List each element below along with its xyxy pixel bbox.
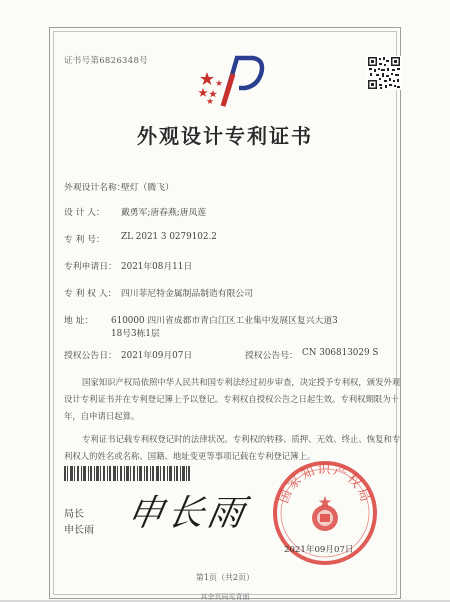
application-date-value: 2021年08月11日 bbox=[121, 262, 193, 272]
grant-date-label: 授权公告日： bbox=[64, 351, 117, 361]
designer-label: 设 计 人： bbox=[64, 208, 105, 218]
paragraph-1-line-2: 设计专利证书并在专利登记簿上予以登记。专利权自授权公告之日起生效。专利权期限为十 bbox=[64, 394, 399, 404]
address-value: 610000 四川省成都市青白江区工业集中发展区复兴大道3 bbox=[111, 316, 338, 326]
patentee-label: 专 利 权 人： bbox=[64, 289, 117, 299]
signer-role: 局长 bbox=[64, 509, 84, 520]
paragraph-1-line-3: 年，自申请日起算。 bbox=[64, 411, 140, 421]
patent-number-label: 专 利 号： bbox=[64, 235, 105, 245]
application-date-label: 专利申请日： bbox=[64, 262, 117, 272]
patent-number-value: ZL 2021 3 0279102.2 bbox=[121, 232, 217, 242]
handwritten-signature: 申长雨 bbox=[123, 493, 252, 534]
design-name-value: 壁灯（腾飞） bbox=[121, 183, 174, 193]
publication-number-value: CN 306813029 S bbox=[302, 348, 379, 358]
designer-value: 戴勇军;唐春燕;唐凤莲 bbox=[121, 208, 207, 218]
barcode-icon bbox=[64, 466, 190, 481]
svg-text:国家知识产权局: 国家知识产权局 bbox=[276, 462, 374, 506]
design-name-label: 外观设计名称： bbox=[64, 183, 126, 193]
page-footer: 第1页（共2页） bbox=[195, 573, 255, 582]
address-label: 地 址： bbox=[64, 316, 94, 326]
paragraph-2-line-2: 利权人的姓名或名称、国籍、地址变更等事项记载在专利登记簿上。 bbox=[64, 451, 316, 461]
paragraph-2-line-1: 专利证书记载专利权登记时的法律状况。专利权的转移、质押、无效、终止、恢复和专 bbox=[82, 434, 401, 444]
grant-date-value: 2021年09月07日 bbox=[121, 351, 193, 361]
cut-line-note: 其余页码见背面 bbox=[200, 593, 250, 601]
cnipa-logo-icon bbox=[193, 52, 267, 110]
signer-name: 申长雨 bbox=[64, 525, 94, 536]
certificate-title: 外观设计专利证书 bbox=[137, 124, 313, 148]
paragraph-1-line-1: 国家知识产权局依照中华人民共和国专利法经过初步审查，决定授予专利权，颁发外观 bbox=[82, 377, 401, 387]
address-value-line2: 18号3栋1层 bbox=[111, 329, 160, 339]
seal-date: 2021年09月07日 bbox=[284, 545, 354, 555]
patentee-value: 四川菲尼特金属制品制造有限公司 bbox=[121, 289, 253, 299]
qr-code-icon bbox=[367, 56, 401, 90]
certificate-number: 证书号第6826348号 bbox=[64, 56, 148, 66]
publication-number-label: 授权公告号： bbox=[245, 351, 298, 361]
